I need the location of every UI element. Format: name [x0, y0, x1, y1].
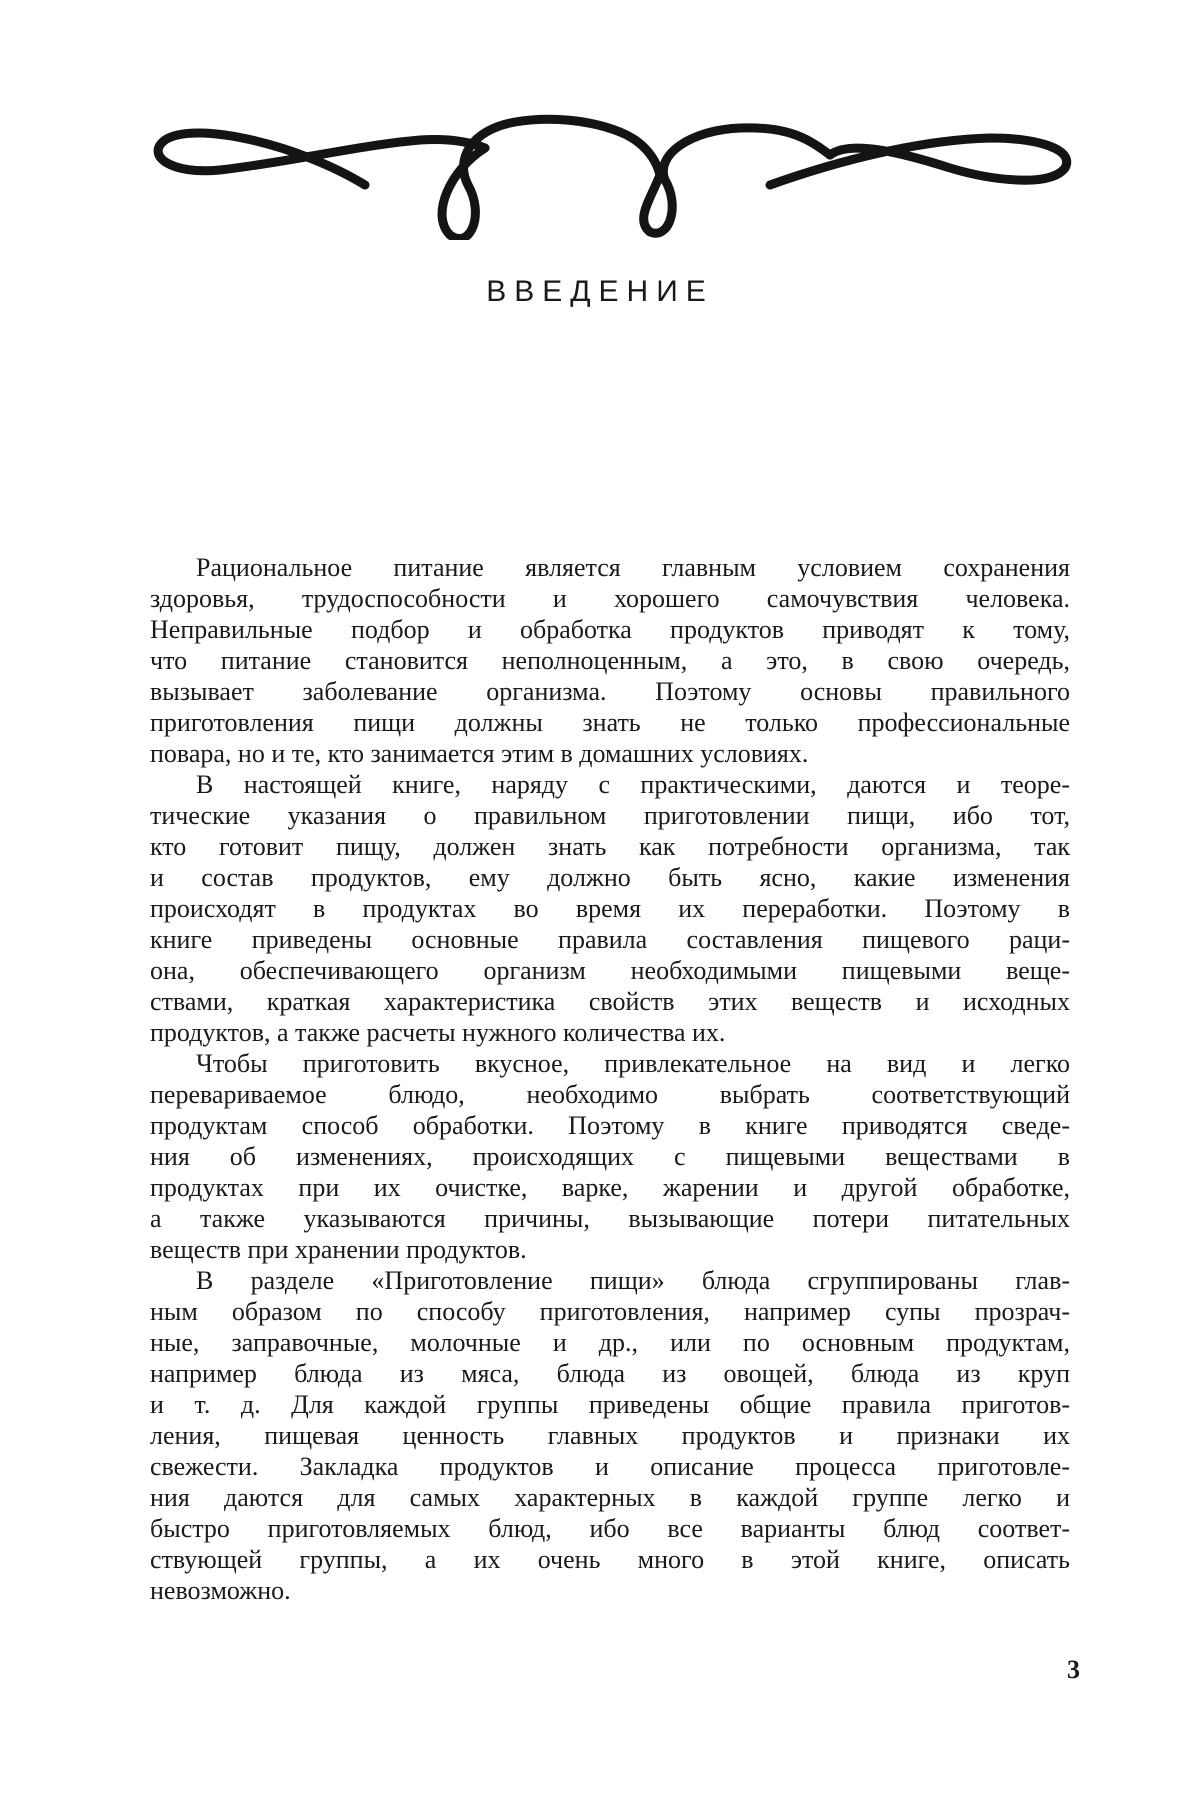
- center-hump-stroke: [620, 132, 660, 175]
- page-number: 3: [1067, 1655, 1080, 1684]
- text-line: продуктов, а также расчеты нужного количества их.: [150, 1018, 726, 1047]
- text-line: приготовления пищи должны знать не только профессиональные: [150, 708, 1070, 737]
- paragraph: [150, 1265, 1070, 1606]
- text-line: например блюда из мяса, блюда из овощей, блюда из круп: [150, 1359, 1070, 1388]
- text-line: Неправильные подбор и обработка продуктов приводят к тому,: [150, 615, 1070, 644]
- text-line: она, обеспечивающего организм необходимыми пищевыми веще-: [150, 956, 1070, 985]
- paragraph: [150, 769, 1070, 1048]
- center-left-loop-stroke: [442, 119, 620, 238]
- text-line: книге приведены основные правила составления пищевого раци-: [150, 925, 1070, 954]
- text-line: ния об изменениях, происходящих с пищевыми веществами в: [150, 1142, 1070, 1171]
- text-line: Рациональное питание является главным условием сохранения: [196, 553, 1070, 582]
- text-line: ствами, краткая характеристика свойств этих веществ и исходных: [150, 987, 1070, 1016]
- body-text: [150, 552, 1070, 1606]
- flourish-ornament-svg: [150, 100, 1080, 240]
- text-line: свежести. Закладка продуктов и описание процесса приготовле-: [150, 1452, 1070, 1481]
- text-line: а также указываются причины, вызывающие потери питательных: [150, 1204, 1070, 1233]
- text-line: быстро приготовляемых блюд, ибо все варианты блюд соответ-: [150, 1514, 1070, 1543]
- text-line: невозможно.: [150, 1576, 291, 1605]
- text-line: повара, но и те, кто занимается этим в домашних условиях.: [150, 739, 809, 768]
- text-line: В настоящей книге, наряду с практическими, даются и теоре-: [196, 770, 1070, 799]
- text-line: тические указания о правильном приготовлении пищи, ибо тот,: [150, 801, 1070, 830]
- text-line: В разделе «Приготовление пищи» блюда сгруппированы глав-: [196, 1266, 1070, 1295]
- text-line: что питание становится неполноценным, а это, в свою очередь,: [150, 646, 1070, 675]
- text-line: и состав продуктов, ему должно быть ясно, какие изменения: [150, 863, 1070, 892]
- paragraph: [150, 552, 1070, 769]
- text-line: ления, пищевая ценность главных продуктов и признаки их: [150, 1421, 1070, 1450]
- text-line: перевариваемое блюдо, необходимо выбрать соответствующий: [150, 1080, 1070, 1109]
- text-line: и т. д. Для каждой группы приведены общие правила приготов-: [150, 1390, 1070, 1419]
- text-line: ным образом по способу приготовления, например супы прозрач-: [150, 1297, 1070, 1326]
- text-line: здоровья, трудоспособности и хорошего самочувствия человека.: [150, 584, 1070, 613]
- text-line: ные, заправочные, молочные и др., или по основным продуктам,: [150, 1328, 1070, 1357]
- paragraph: [150, 1048, 1070, 1265]
- text-line: вызывает заболевание организма. Поэтому основы правильного: [150, 677, 1070, 706]
- left-loop-stroke: [158, 133, 485, 185]
- center-right-loop-stroke: [644, 128, 830, 233]
- text-line: ствующей группы, а их очень много в этой книге, описать: [150, 1545, 1070, 1574]
- text-line: происходят в продуктах во время их переработки. Поэтому в: [150, 894, 1070, 923]
- flourish-ornament-icon: [150, 100, 1080, 240]
- text-line: продуктах при их очистке, варке, жарении и другой обработке,: [150, 1173, 1070, 1202]
- text-line: веществ при хранении продуктов.: [150, 1235, 527, 1264]
- text-line: Чтобы приготовить вкусное, привлекательное на вид и легко: [196, 1049, 1070, 1078]
- text-line: продуктам способ обработки. Поэтому в книге приводятся сведе-: [150, 1111, 1070, 1140]
- text-line: кто готовит пищу, должен знать как потребности организма, так: [150, 832, 1070, 861]
- text-line: ния даются для самых характерных в каждой группе легко и: [150, 1483, 1070, 1512]
- page-title: ВВЕДЕНИЕ: [486, 275, 714, 308]
